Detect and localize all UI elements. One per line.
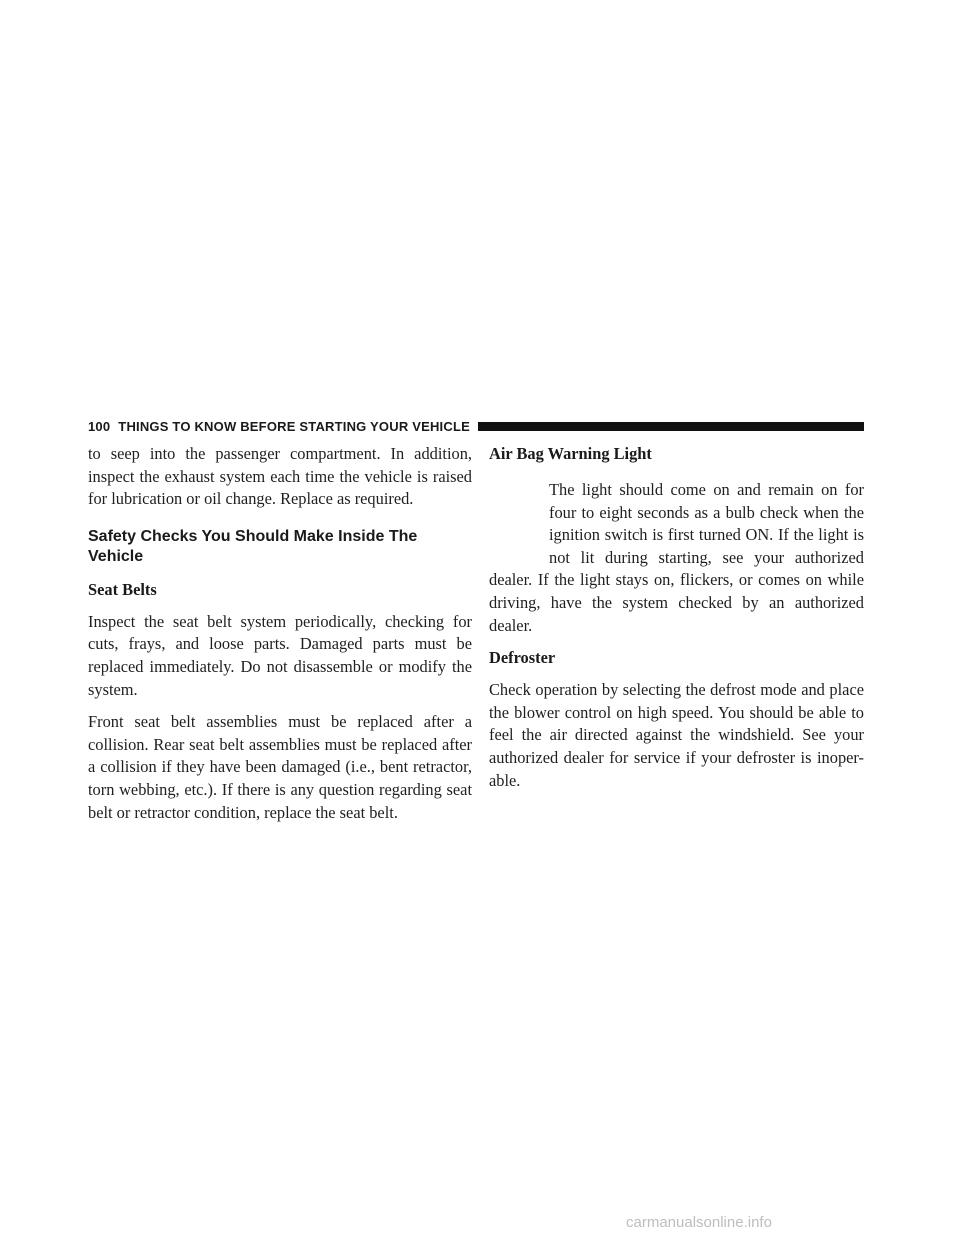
page-number: 100 xyxy=(88,418,111,434)
page-header xyxy=(88,416,864,436)
airbag-warning-block xyxy=(489,479,864,637)
airbag-heading: Air Bag Warning Light xyxy=(489,444,652,463)
section-heading: Safety Checks You Should Make Inside The Vehicle xyxy=(88,527,418,565)
airbag-warning-light-icon xyxy=(489,479,547,569)
watermark: carmanualsonline.info xyxy=(626,1214,772,1231)
section-title: THINGS TO KNOW BEFORE STARTING YOUR VEHICLE xyxy=(118,418,470,434)
right-column xyxy=(489,443,864,802)
defroster-heading: Defroster xyxy=(489,648,556,668)
seat-belts-paragraph-1: Inspect the seat belt system periodically, checking for cuts, frays, and loose parts. Damaged parts must be replaced immediately. Do not disassemble or modify the system. xyxy=(88,611,472,699)
intro-paragraph: to seep into the passenger compartment. In addition, inspect the exhaust system each time the vehicle is raised for lubrication or oil change. Replace as required. xyxy=(88,444,472,509)
seat-belts-heading: Seat Belts xyxy=(88,579,157,599)
airbag-warning-text: The light should come on and remain on for four to eight seconds as a bulb check when the ignition switch is first turned ON. If the light is not lit during starting, see your authorized dealer. If the light stays on, flickers, or comes on while driving, have the system checked by an authorized dealer. xyxy=(489,480,864,635)
defroster-paragraph: Check operation by selecting the defrost mode and place the blower control on high speed. You should be able to feel the air directed against the windshield. See your authorized dealer for service if your defroster is inoper-able. xyxy=(489,680,864,790)
left-column xyxy=(88,443,472,834)
header-rule xyxy=(478,422,864,431)
defroster-section xyxy=(489,647,864,792)
seat-belts-paragraph-2: Front seat belt assemblies must be replaced after a collision. Rear seat belt assemblies must be replaced after a collision if they have been damaged (i.e., bent retractor, torn webbing, etc.). If there is any question regarding seat belt or retractor condition, replace the seat belt. xyxy=(88,712,472,822)
